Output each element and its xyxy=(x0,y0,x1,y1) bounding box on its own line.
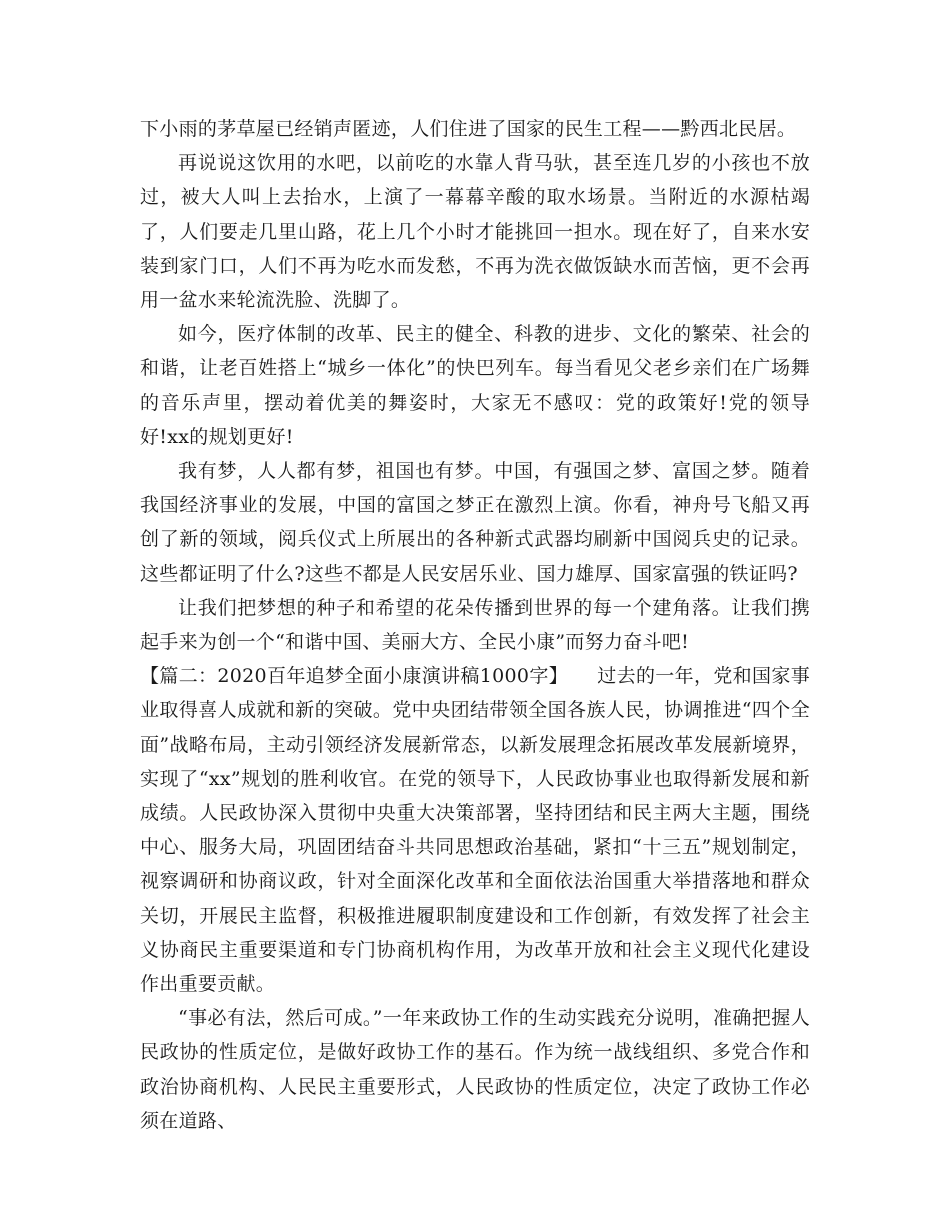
document-body xyxy=(140,112,810,1138)
paragraph-3: 如今，医疗体制的改革、民主的健全、科教的进步、文化的繁荣、社会的和谐，让老百姓搭上“城乡一体化”的快巴列车。每当看见父老乡亲们在广场舞的音乐声里，摆动着优美的舞姿时，大家无不感叹：党的政策好!党的领导好!xx的规划更好! xyxy=(140,323,810,448)
paragraph-2: 再说说这饮用的水吧，以前吃的水靠人背马驮，甚至连几岁的小孩也不放过，被大人叫上去抬水，上演了一幕幕辛酸的取水场景。当附近的水源枯竭了，人们要走几里山路，花上几个小时才能挑回一担水。现在好了，自来水安装到家门口，人们不再为吃水而发愁，不再为洗衣做饭缺水而苦恼，更不会再用一盆水来轮流洗脸、洗脚了。 xyxy=(140,152,810,312)
paragraph-1: 下小雨的茅草屋已经销声匿迹，人们住进了国家的民生工程——黔西北民居。 xyxy=(140,118,797,140)
section-heading-paragraph: 【篇二：2020百年追梦全面小康演讲稿1000字】 过去的一年，党和国家事业取得喜人成就和新的突破。党中央团结带领全国各族人民，协调推进“四个全面”战略布局，主动引领经济发展新常态，以新发展理念拓展改革发展新境界，实现了“xx”规划的胜利收官。在党的领导下，人民政协事业也取得新发展和新成绩。人民政协深入贯彻中央重大决策部署，坚持团结和民主两大主题，围绕中心、服务大局，巩固团结奋斗共同思想政治基础，紧扣“十三五”规划制定，视察调研和协商议政，针对全面深化改革和全面依法治国重大举措落地和群众关切，开展民主监督，积极推进履职制度建设和工作创新，有效发挥了社会主义协商民主重要渠道和专门协商机构作用，为改革开放和社会主义现代化建设作出重要贡献。 xyxy=(140,665,810,996)
paragraph-5: 让我们把梦想的种子和希望的花朵传播到世界的每一个建角落。让我们携起手来为创一个“和谐中国、美丽大方、全民小康”而努力奋斗吧! xyxy=(140,596,810,654)
paragraph-4: 我有梦，人人都有梦，祖国也有梦。中国，有强国之梦、富国之梦。随着我国经济事业的发展，中国的富国之梦正在激烈上演。你看，神舟号飞船又再创了新的领域，阅兵仪式上所展出的各种新式武器均刷新中国阅兵史的记录。这些都证明了什么?这些不都是人民安居乐业、国力雄厚、国家富强的铁证吗? xyxy=(140,460,810,585)
paragraph-7: “事必有法，然后可成。”一年来政协工作的生动实践充分说明，准确把握人民政协的性质定位，是做好政协工作的基石。作为统一战线组织、多党合作和政治协商机构、人民民主重要形式，人民政协的性质定位，决定了政协工作必须在道路、 xyxy=(140,1007,810,1132)
